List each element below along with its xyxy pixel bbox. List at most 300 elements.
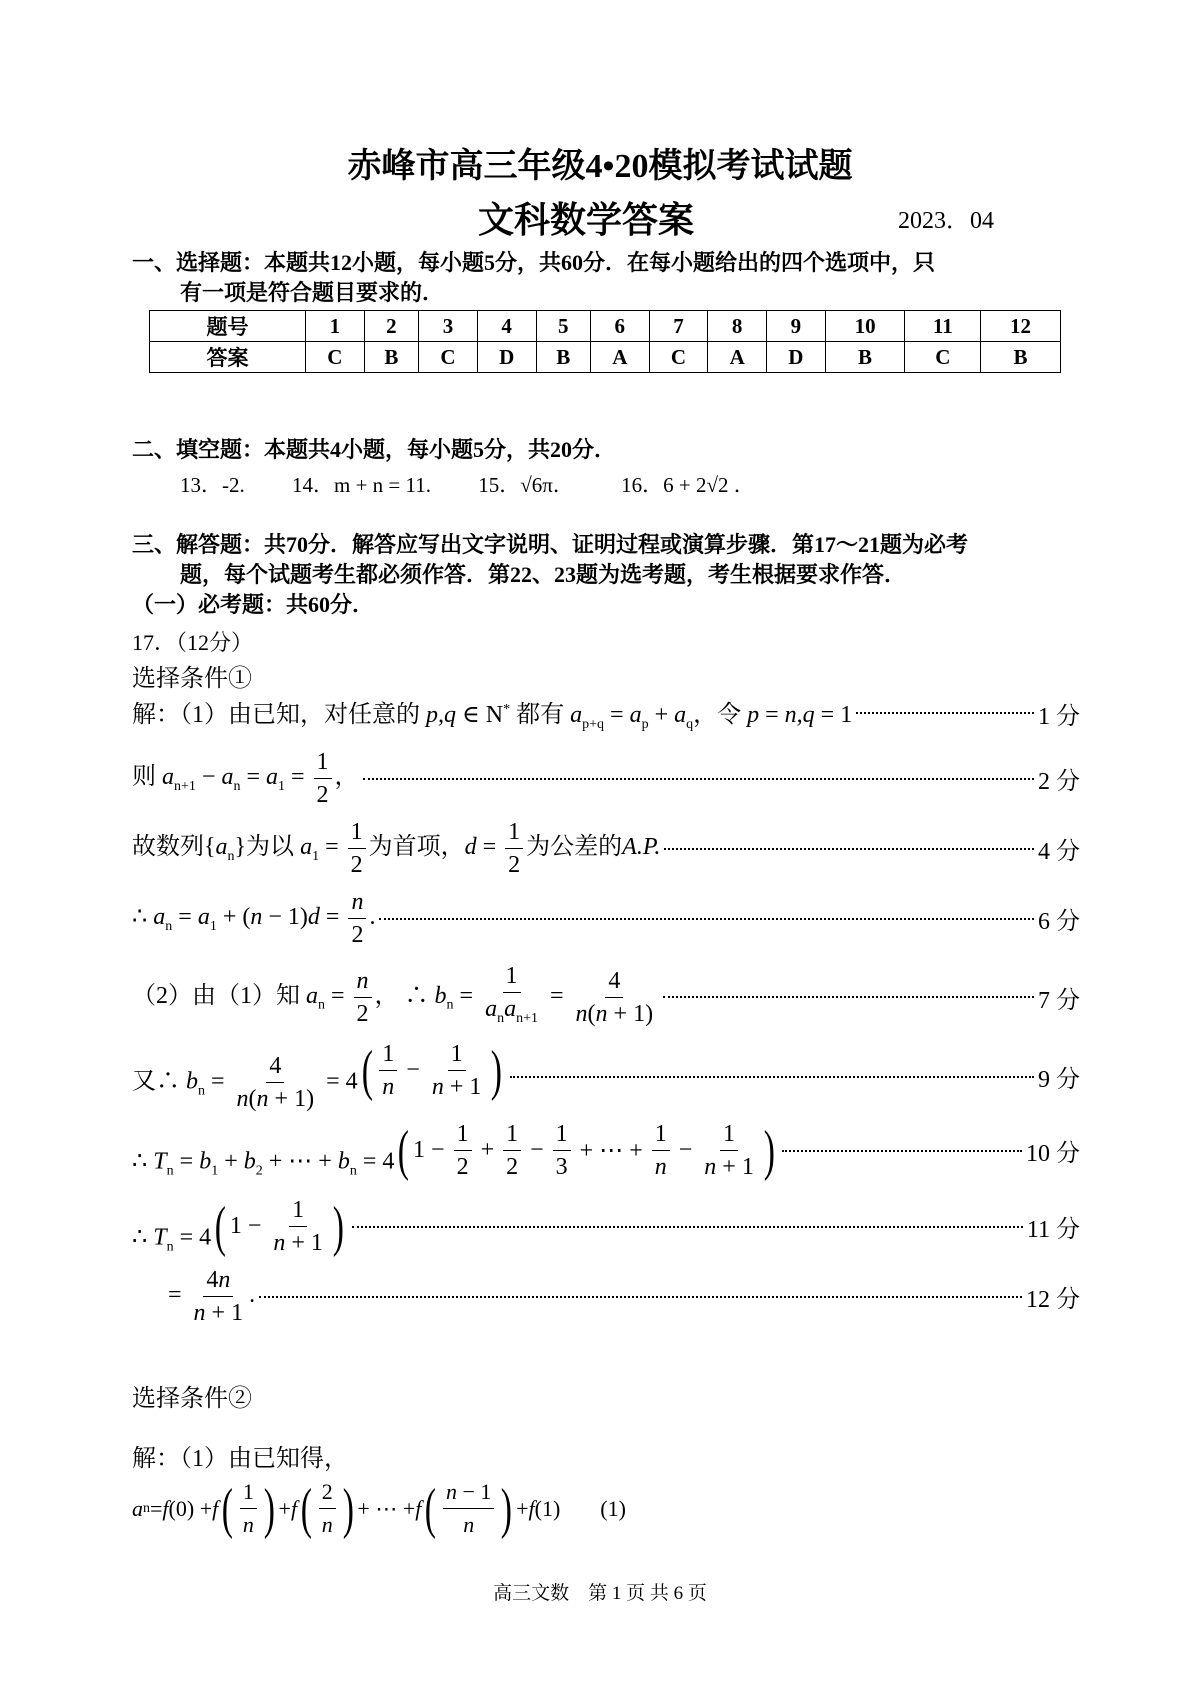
math-subscript: n <box>349 1163 357 1179</box>
math-text: 1 <box>508 819 521 845</box>
fraction <box>240 1478 257 1539</box>
math-variable: a <box>674 702 687 728</box>
math-subscript: n <box>165 918 173 934</box>
left-paren-icon: ( <box>214 1195 227 1258</box>
math-text: + ⋯ + <box>262 1148 338 1175</box>
math-subscript: n+1 <box>516 1010 538 1026</box>
condition-1-label: 选择条件① <box>132 666 252 692</box>
math-text: = <box>205 1068 231 1095</box>
math-text: . <box>249 1282 256 1309</box>
solution-2-intro: 解：（1）由已知得， <box>132 1446 348 1472</box>
solution-line <box>132 1120 1080 1181</box>
math-text: + ⋯ + <box>573 1138 649 1164</box>
math-text: = <box>325 982 351 1009</box>
math-text: ∴ <box>132 1148 154 1175</box>
exam-title: 赤峰市高三年级4•20模拟考试试题 <box>347 148 853 185</box>
question-number-cell: 11 <box>905 311 981 342</box>
math-text: ( <box>587 1000 596 1027</box>
math-text: = 1 <box>814 702 853 728</box>
required-questions-heading: （一）必考题：共60分． <box>132 592 375 617</box>
math-text: = <box>604 702 630 728</box>
section-3-heading <box>132 530 968 620</box>
math-variable: n <box>351 889 364 915</box>
math-variable: n <box>356 967 369 994</box>
formula <box>132 1196 348 1257</box>
score-label: 10 分 <box>1026 1141 1080 1167</box>
math-variable: n <box>250 904 263 931</box>
fraction-numerator <box>289 1196 307 1227</box>
math-text: − 1 <box>457 1479 492 1504</box>
math-variable: d <box>307 904 320 931</box>
math-subscript: n <box>227 848 235 864</box>
fraction-denominator <box>379 1071 397 1101</box>
math-subscript: n <box>318 997 325 1013</box>
section-1-line-1: 一、选择题：本题共12小题，每小题5分，共60分．在每小题给出的四个选项中，只 <box>132 250 936 275</box>
math-text: ∴ <box>132 904 154 931</box>
fraction-numerator <box>379 1040 397 1071</box>
formula <box>132 1266 255 1327</box>
math-variable: a <box>266 764 278 791</box>
math-text: + <box>648 702 675 728</box>
right-paren-icon: ) <box>491 1039 503 1102</box>
right-paren-icon: ) <box>501 1477 513 1540</box>
math-text: }为以 <box>234 834 301 861</box>
dotted-leader <box>856 712 1034 714</box>
math-text: 为首项， <box>368 834 465 861</box>
score-label: 6 分 <box>1038 909 1080 935</box>
answer-cell: B <box>825 342 905 373</box>
question-number-cell: 3 <box>419 311 478 342</box>
math-subscript: 1 <box>278 778 285 794</box>
fraction-numerator <box>448 1040 466 1071</box>
answer-cell: D <box>477 342 536 373</box>
math-variable: a <box>215 834 228 861</box>
math-text: 1 <box>382 1041 395 1067</box>
right-paren-icon: ) <box>342 1477 354 1540</box>
math-variable: p,q <box>426 702 456 728</box>
question-number-cell: 7 <box>649 311 708 342</box>
answer-14: 14．m + n = 11. <box>292 473 431 497</box>
math-text: = <box>453 982 480 1009</box>
math-text: = 4 <box>320 1068 358 1095</box>
fraction-numerator <box>240 1478 257 1509</box>
score-label: 12 分 <box>1026 1287 1080 1313</box>
math-superscript: * <box>503 702 511 717</box>
dotted-leader <box>510 1076 1034 1078</box>
fraction-denominator <box>319 1509 336 1539</box>
math-text: (0) + <box>168 1495 213 1521</box>
section-3-line-2: 题，每个试题考生都必须作答．第22、23题为选考题，考生根据要求作答． <box>180 562 907 587</box>
formula <box>132 748 359 809</box>
math-text: − <box>672 1137 699 1163</box>
math-text: 1 <box>292 1197 305 1223</box>
math-text: − <box>400 1057 426 1083</box>
math-subscript: 1 <box>312 848 320 864</box>
math-text: ， ∴ <box>374 982 435 1009</box>
fraction-denominator <box>348 919 366 949</box>
math-text: 1 <box>456 1121 469 1147</box>
dotted-leader <box>379 918 1034 920</box>
math-variable: a <box>306 982 318 1009</box>
fraction-numerator <box>553 1120 571 1151</box>
fraction <box>652 1120 670 1181</box>
math-text: 2 <box>456 1154 469 1180</box>
fraction-numerator <box>443 1478 494 1509</box>
fraction-denominator <box>553 1151 571 1181</box>
solution-line <box>132 818 1080 879</box>
fraction-numerator <box>720 1120 738 1151</box>
fraction <box>270 1196 326 1257</box>
fraction-denominator <box>503 1151 521 1181</box>
answer-cell: B <box>364 342 418 373</box>
fraction <box>348 888 366 949</box>
question-17-label: 17．（12分） <box>132 630 254 655</box>
solution-line <box>132 962 1080 1033</box>
math-variable: a <box>504 996 517 1022</box>
math-text: 4 <box>269 1053 282 1080</box>
math-variable: f <box>415 1495 422 1521</box>
left-paren-icon: ( <box>425 1477 437 1540</box>
fraction-numerator <box>454 1120 472 1151</box>
math-text: − <box>524 1137 550 1163</box>
parenthesized-group <box>211 1196 347 1257</box>
fraction-numerator <box>505 818 523 849</box>
solution-line <box>132 1266 1080 1327</box>
parenthesized-group <box>218 1478 278 1539</box>
question-number-cell: 9 <box>766 311 825 342</box>
answer-cell: C <box>905 342 981 373</box>
math-text: 1 <box>350 819 363 845</box>
fraction <box>482 962 541 1033</box>
math-text: = <box>319 904 346 931</box>
math-text: 为公差的 <box>526 834 623 861</box>
math-subscript: n <box>143 1500 150 1516</box>
math-variable: n <box>595 1000 608 1027</box>
fraction <box>454 1120 472 1181</box>
fraction <box>319 1478 336 1539</box>
math-variable: b <box>337 1148 350 1175</box>
math-subscript: p <box>641 716 649 732</box>
math-text: 2 <box>350 852 363 878</box>
math-text: + <box>516 1495 529 1521</box>
math-variable: b <box>199 1148 212 1175</box>
math-variable: n,q <box>784 702 815 728</box>
fraction-numerator <box>203 1266 233 1297</box>
solution-line <box>132 694 1080 733</box>
fraction-numerator <box>348 818 366 849</box>
exam-date: 2023．04 <box>898 208 994 234</box>
question-number-row <box>150 311 1061 342</box>
fraction-denominator <box>482 993 541 1033</box>
left-paren-icon: ( <box>300 1477 313 1540</box>
dotted-leader <box>352 1226 1023 1228</box>
section-1-line-2: 有一项是符合题目要求的． <box>180 280 445 305</box>
math-text: ( <box>248 1086 257 1113</box>
math-text: = 4 <box>173 1224 212 1251</box>
answer-13: 13．-2. <box>180 473 245 497</box>
answer-cell: C <box>419 342 478 373</box>
fraction <box>443 1478 494 1539</box>
math-text: = <box>132 1282 188 1309</box>
left-paren-icon: ( <box>221 1477 234 1540</box>
math-text: 则 <box>132 764 162 791</box>
fraction-numerator <box>314 748 332 779</box>
formula <box>132 888 375 949</box>
fraction <box>701 1120 757 1181</box>
dotted-leader <box>259 1296 1022 1298</box>
answer-cell: D <box>766 342 825 373</box>
math-text: 2 <box>506 1154 519 1180</box>
right-paren-icon: ) <box>263 1477 275 1540</box>
fraction <box>354 967 372 1028</box>
math-text: = <box>172 904 198 931</box>
math-text: + ⋯ + <box>357 1495 416 1521</box>
equation-number: (1) <box>600 1495 626 1521</box>
fraction-denominator <box>454 1151 472 1181</box>
math-text: 4 <box>206 1267 219 1293</box>
answer-cell: A <box>590 342 649 373</box>
fraction <box>503 1120 521 1181</box>
row-header: 题号 <box>150 311 306 342</box>
math-text: − <box>195 764 222 791</box>
left-paren-icon: ( <box>361 1039 373 1102</box>
fraction-denominator <box>701 1151 757 1181</box>
answer-header: 答案 <box>150 342 306 373</box>
math-text: = <box>476 834 503 861</box>
math-subscript: n+1 <box>174 778 196 794</box>
math-variable: n <box>321 1512 333 1537</box>
formula <box>132 694 852 733</box>
math-text: 1 <box>723 1121 736 1147</box>
fraction-denominator <box>234 1083 318 1113</box>
question-number-cell: 5 <box>536 311 590 342</box>
fraction-numerator <box>354 967 372 998</box>
math-text: . <box>369 904 376 931</box>
left-paren-icon: ( <box>398 1119 410 1182</box>
math-variable: a <box>485 996 498 1022</box>
math-variable: a <box>197 904 210 931</box>
solution-line <box>132 1040 1080 1113</box>
fraction <box>505 818 523 879</box>
math-text: = <box>319 834 345 861</box>
section-2-heading: 二、填空题：本题共4小题，每小题5分，共20分． <box>132 437 617 462</box>
parenthesized-group <box>421 1478 516 1539</box>
math-text: = <box>173 1148 200 1175</box>
fraction-numerator <box>266 1052 284 1083</box>
math-variable: A.P. <box>622 834 661 861</box>
answer-key-subtitle: 文科数学答案 <box>478 200 695 240</box>
score-label: 11 分 <box>1026 1217 1080 1243</box>
math-subscript: 1 <box>211 1163 219 1179</box>
fraction-denominator <box>348 849 366 879</box>
math-text: 故数列{ <box>132 834 216 861</box>
math-text: = <box>150 1495 163 1521</box>
question-number-cell: 12 <box>981 311 1061 342</box>
math-text: 1 <box>505 963 518 989</box>
fraction <box>348 818 366 879</box>
math-variable: n <box>218 1267 231 1293</box>
math-variable: a <box>300 834 313 861</box>
math-text: + 1) <box>268 1086 315 1113</box>
question-number-cell: 8 <box>708 311 767 342</box>
math-subscript: p+q <box>582 716 605 732</box>
fraction <box>553 1120 571 1181</box>
question-number-cell: 2 <box>364 311 418 342</box>
math-variable: n <box>193 1300 206 1326</box>
math-variable: b <box>243 1148 256 1175</box>
fraction <box>379 1040 397 1101</box>
page-footer: 高三文数 第 1 页 共 6 页 <box>493 1583 707 1604</box>
math-text: + 1 <box>443 1074 482 1100</box>
math-text: ， <box>334 764 359 791</box>
solution-line <box>132 1196 1080 1257</box>
question-number-cell: 6 <box>590 311 649 342</box>
math-variable: n <box>256 1086 269 1113</box>
fraction-denominator <box>429 1071 485 1101</box>
math-text: = <box>240 764 266 791</box>
math-subscript: n <box>166 1163 174 1179</box>
math-variable: a <box>153 904 166 931</box>
fraction-denominator <box>240 1509 257 1539</box>
math-variable: f <box>528 1495 535 1521</box>
math-text: = <box>544 982 570 1009</box>
math-text: = <box>285 764 311 791</box>
math-variable: n <box>236 1086 249 1113</box>
question-number-cell: 4 <box>477 311 536 342</box>
math-variable: n <box>242 1512 254 1537</box>
dotted-leader <box>663 996 1034 998</box>
math-text: 都有 <box>510 702 571 728</box>
right-paren-icon: ) <box>763 1119 775 1182</box>
score-label: 2 分 <box>1038 769 1080 795</box>
fraction <box>573 967 657 1028</box>
math-text: + <box>218 1148 244 1175</box>
math-text: + 1) <box>607 1000 654 1027</box>
fraction-numerator <box>605 967 623 998</box>
answer-16: 16．6 + 2√2 ． <box>621 473 755 497</box>
math-variable: a <box>162 764 174 791</box>
math-text: 2 <box>321 1479 333 1504</box>
math-text: 1 <box>654 1121 667 1147</box>
math-variable: d <box>464 834 477 861</box>
fraction-denominator <box>573 998 657 1028</box>
math-variable: n <box>431 1074 444 1100</box>
math-variable: T <box>153 1148 167 1175</box>
right-paren-icon: ) <box>332 1195 344 1258</box>
parenthesized-group <box>394 1120 778 1181</box>
math-variable: n <box>463 1512 475 1537</box>
score-label: 4 分 <box>1038 839 1080 865</box>
math-variable: b <box>186 1068 198 1095</box>
math-text: + <box>474 1137 501 1163</box>
math-variable: n <box>654 1154 667 1180</box>
answer-cell: C <box>649 342 708 373</box>
math-variable: a <box>221 764 234 791</box>
question-number-cell: 10 <box>825 311 905 342</box>
section-3-line-1: 三、解答题：共70分．解答应写出文字说明、证明过程或演算步骤．第17～21题为必考 <box>132 532 969 557</box>
math-variable: n <box>446 1479 458 1504</box>
fraction-denominator <box>652 1151 670 1181</box>
fraction-denominator <box>505 849 523 879</box>
math-subscript: q <box>686 716 694 732</box>
math-text: （2）由（1）知 <box>132 982 306 1009</box>
fill-in-answers <box>180 469 797 499</box>
dotted-leader <box>664 848 1034 850</box>
fraction <box>191 1266 247 1327</box>
answer-table <box>149 310 1061 373</box>
math-text: 1 − <box>229 1213 268 1239</box>
answer-row <box>150 342 1061 373</box>
math-text: + <box>278 1495 291 1521</box>
fraction-numerator <box>503 962 521 993</box>
math-text: 又∴ <box>132 1068 186 1095</box>
math-text: − 1) <box>262 904 308 931</box>
fraction-denominator <box>314 779 332 809</box>
fraction <box>314 748 332 809</box>
fraction-numerator <box>348 888 366 919</box>
math-text: = <box>759 702 785 728</box>
math-text: 2 <box>316 782 329 808</box>
fraction-numerator <box>319 1478 336 1509</box>
math-variable: p <box>747 702 760 728</box>
math-variable: n <box>273 1230 286 1256</box>
dotted-leader <box>782 1150 1022 1152</box>
formula <box>132 818 660 879</box>
math-text: + 1 <box>205 1300 244 1326</box>
math-variable: a <box>629 702 642 728</box>
math-text: 1 <box>242 1479 254 1504</box>
math-text: (1) <box>534 1495 561 1521</box>
math-text: 1 <box>506 1121 519 1147</box>
math-text: 4 <box>608 967 621 994</box>
math-variable: n <box>704 1154 717 1180</box>
math-subscript: 1 <box>209 918 217 934</box>
answer-cell: C <box>306 342 365 373</box>
formula <box>132 962 659 1033</box>
math-text: + ( <box>216 904 251 931</box>
fraction-denominator <box>460 1509 477 1539</box>
math-text: 1 <box>555 1121 568 1147</box>
math-text: 1 <box>316 749 329 775</box>
solution-line <box>132 748 1080 809</box>
math-variable: f <box>162 1495 169 1521</box>
math-text: 1 <box>450 1041 463 1067</box>
math-variable: a <box>132 1495 143 1521</box>
math-variable: b <box>434 982 447 1009</box>
math-variable: f <box>290 1495 298 1521</box>
math-subscript: n <box>198 1083 205 1099</box>
math-variable: f <box>212 1495 219 1521</box>
math-text: ，令 <box>693 702 748 728</box>
math-variable: n <box>575 1000 588 1027</box>
math-text: 2 <box>508 852 521 878</box>
math-variable: a <box>570 702 583 728</box>
fraction-denominator <box>191 1297 247 1327</box>
condition-2-label: 选择条件② <box>132 1386 252 1412</box>
math-text: 解：（1）由已知，对任意的 <box>132 702 426 728</box>
fraction-denominator <box>270 1227 326 1257</box>
solution-line <box>132 888 1080 949</box>
answer-cell: A <box>708 342 767 373</box>
math-text: 2 <box>356 1000 369 1027</box>
answer-cell: B <box>981 342 1061 373</box>
math-text: = 4 <box>356 1148 395 1175</box>
math-subscript: n <box>446 997 454 1013</box>
math-subscript: n <box>233 778 241 794</box>
math-subscript: 2 <box>255 1163 263 1179</box>
score-label: 1 分 <box>1038 703 1080 730</box>
fraction-numerator <box>652 1120 670 1151</box>
